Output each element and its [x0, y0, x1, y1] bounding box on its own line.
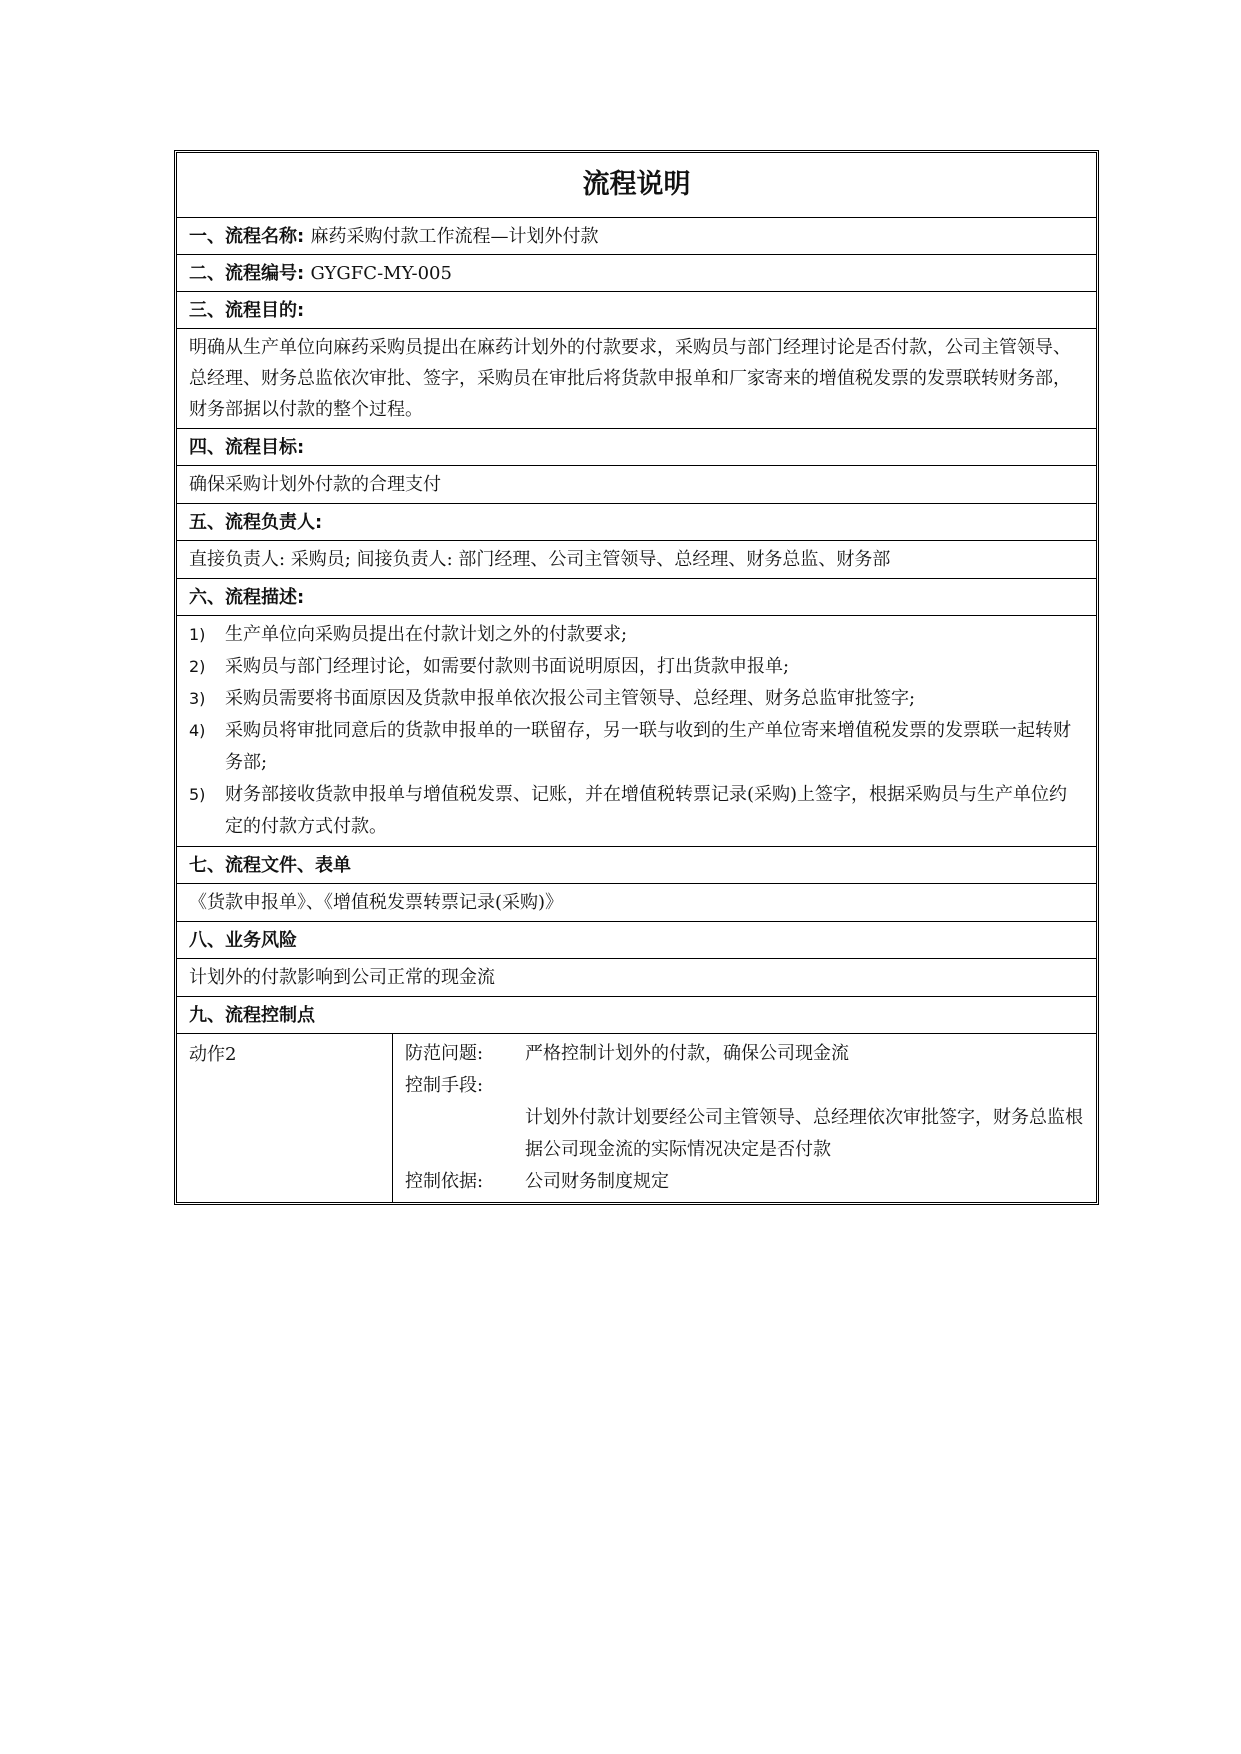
purpose-text: 明确从生产单位向麻药采购员提出在麻药计划外的付款要求，采购员与部门经理讨论是否付款，公司主管领导、总经理、财务总监依次审批、签字，采购员在审批后将货款申报单和厂家寄来的增值税发票的发票联转财务部，财务部据以付款的整个过程。 — [177, 329, 1096, 429]
prevent-text: 严格控制计划外的付款，确保公司现金流 — [525, 1043, 849, 1064]
step-number: 3) — [189, 689, 206, 708]
owner-heading: 五、流程负责人: — [177, 504, 1096, 541]
goal-heading: 四、流程目标: — [177, 429, 1096, 466]
purpose-heading: 三、流程目的: — [177, 292, 1096, 329]
step-number: 4) — [189, 721, 206, 740]
basis-label: 控制依据: — [405, 1171, 484, 1192]
risk-text: 计划外的付款影响到公司正常的现金流 — [177, 959, 1096, 997]
process-table — [174, 150, 1099, 1205]
prevent-label: 防范问题: — [405, 1043, 484, 1064]
description-steps — [177, 616, 1096, 847]
step-number: 1) — [189, 625, 206, 644]
step-number: 5) — [189, 785, 206, 804]
step-text: 财务部接收货款申报单与增值税发票、记账，并在增值税转票记录(采购)上签字，根据采购员与生产单位约定的付款方式付款。 — [225, 784, 1068, 837]
step-item — [189, 651, 1084, 683]
owner-text: 直接负责人: 采购员; 间接负责人: 部门经理、公司主管领导、总经理、财务总监、财务部 — [177, 541, 1096, 579]
means-text: 计划外付款计划要经公司主管领导、总经理依次审批签字，财务总监根据公司现金流的实际情况决定是否付款 — [525, 1107, 1083, 1160]
control-action: 动作2 — [177, 1034, 393, 1202]
description-heading: 六、流程描述: — [177, 579, 1096, 616]
means-label: 控制手段: — [405, 1075, 484, 1096]
doc-title: 流程说明 — [177, 153, 1096, 218]
basis-row — [405, 1166, 1084, 1198]
process-code-value: GYGFC-MY-005 — [310, 263, 452, 284]
step-item — [189, 779, 1084, 843]
process-code-label: 二、流程编号: — [189, 263, 305, 284]
basis-text: 公司财务制度规定 — [525, 1171, 669, 1192]
step-item — [189, 683, 1084, 715]
documents-text: 《货款申报单》、《增值税发票转票记录(采购)》 — [177, 884, 1096, 922]
process-name-label: 一、流程名称: — [189, 226, 305, 247]
control-point-row — [177, 1034, 1096, 1202]
risk-heading: 八、业务风险 — [177, 922, 1096, 959]
step-item — [189, 619, 1084, 651]
prevent-row — [405, 1038, 1084, 1070]
step-text: 采购员与部门经理讨论，如需要付款则书面说明原因，打出货款申报单; — [225, 656, 790, 677]
control-heading: 九、流程控制点 — [177, 997, 1096, 1034]
control-details — [393, 1034, 1096, 1202]
goal-text: 确保采购计划外付款的合理支付 — [177, 466, 1096, 504]
means-row — [405, 1070, 1084, 1102]
documents-heading: 七、流程文件、表单 — [177, 847, 1096, 884]
process-code-row — [177, 255, 1096, 292]
step-text: 生产单位向采购员提出在付款计划之外的付款要求; — [225, 624, 628, 645]
process-name-row — [177, 218, 1096, 255]
step-text: 采购员将审批同意后的货款申报单的一联留存，另一联与收到的生产单位寄来增值税发票的发票联一起转财务部; — [225, 720, 1071, 773]
step-number: 2) — [189, 657, 206, 676]
process-name-value: 麻药采购付款工作流程—计划外付款 — [310, 226, 599, 247]
step-text: 采购员需要将书面原因及货款申报单依次报公司主管领导、总经理、财务总监审批签字; — [225, 688, 916, 709]
step-item — [189, 715, 1084, 779]
